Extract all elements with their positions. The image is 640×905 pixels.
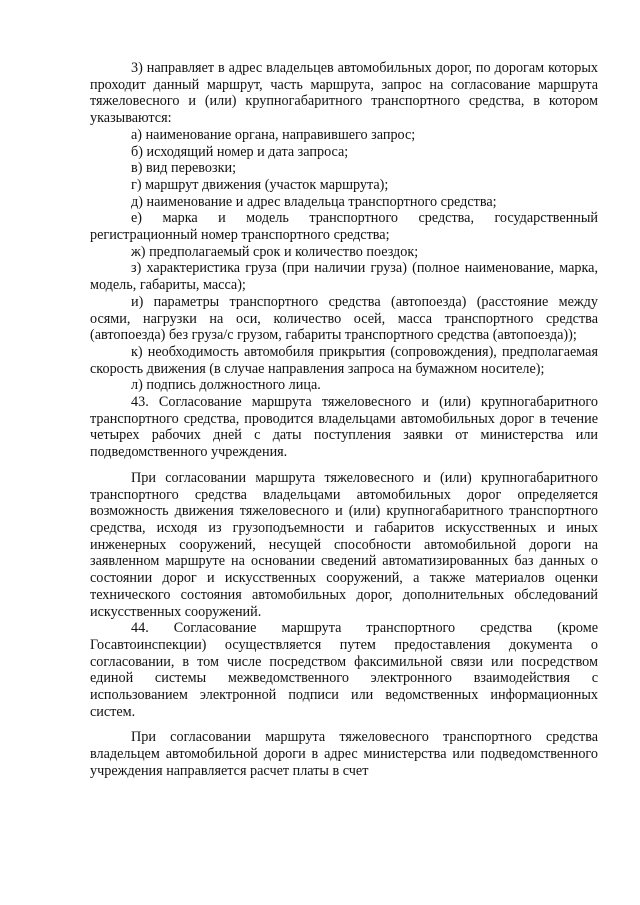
list-item-i: и) параметры транспортного средства (автопоезда) (расстояние между осями, нагрузки на оси, количество осей, масса транспортного средства (автопоезда) без груза/с грузом, габариты транспортного средства (автопоезда));	[90, 293, 598, 344]
paragraph-44: 44. Согласование маршрута транспортного средства (кроме Госавтоинспекции) осуществляется путем предоставления документа о согласовании, в том числе посредством факсимильной связи или посредством единой системы межведомственного электронного взаимодействия с использованием электронной подписи или ведомственных информационных систем.	[90, 620, 598, 720]
list-item-l: л) подпись должностного лица.	[131, 377, 321, 394]
list-item-e: е) марка и модель транспортного средства, государственный регистрационный номер транспортного средства;	[90, 210, 598, 244]
list-item-zh: ж) предполагаемый срок и количество поездок;	[131, 243, 419, 260]
list-item-a: а) наименование органа, направившего запрос;	[131, 126, 416, 143]
paragraph-item-3: 3) направляет в адрес владельцев автомобильных дорог, по дорогам которых проходит данный маршрут, часть маршрута, запрос на согласование маршрута тяжеловесного и (или) крупногабаритного транспортного средства, в котором указываются:	[90, 60, 598, 127]
paragraph-fee-calculation: При согласовании маршрута тяжеловесного транспортного средства владельцем автомобильной дороги в адрес министерства или подведомственного учреждения направляется расчет платы в счет	[90, 729, 598, 779]
list-item-d: д) наименование и адрес владельца транспортного средства;	[131, 193, 497, 210]
list-item-z: з) характеристика груза (при наличии груза) (полное наименование, марка, модель, габариты, масса);	[90, 260, 598, 294]
list-item-g: г) маршрут движения (участок маршрута);	[131, 176, 389, 193]
list-item-b: б) исходящий номер и дата запроса;	[131, 143, 349, 160]
document-body	[90, 60, 598, 780]
paragraph-approval-check: При согласовании маршрута тяжеловесного и (или) крупногабаритного транспортного средства владельцами автомобильных дорог определяется возможность движения тяжеловесного и (или) крупногабаритного транспортного средства, исходя из грузоподъемности и габаритов искусственных и иных инженерных сооружений, несущей способности автомобильной дороги на заявленном маршруте на основании сведений автоматизированных баз данных о состоянии дорог и искусственных сооружений, а также материалов оценки технического состояния автомобильных дорог, дополнительных обследований искусственных сооружений.	[90, 469, 598, 620]
paragraph-43: 43. Согласование маршрута тяжеловесного и (или) крупногабаритного транспортного средства, проводится владельцами автомобильных дорог в течение четырех рабочих дней с даты поступления заявки от министерства или подведомственного учреждения.	[90, 394, 598, 461]
list-item-k: к) необходимость автомобиля прикрытия (сопровождения), предполагаемая скорость движения (в случае направления запроса на бумажном носителе);	[90, 343, 598, 377]
list-item-v: в) вид перевозки;	[131, 160, 237, 177]
